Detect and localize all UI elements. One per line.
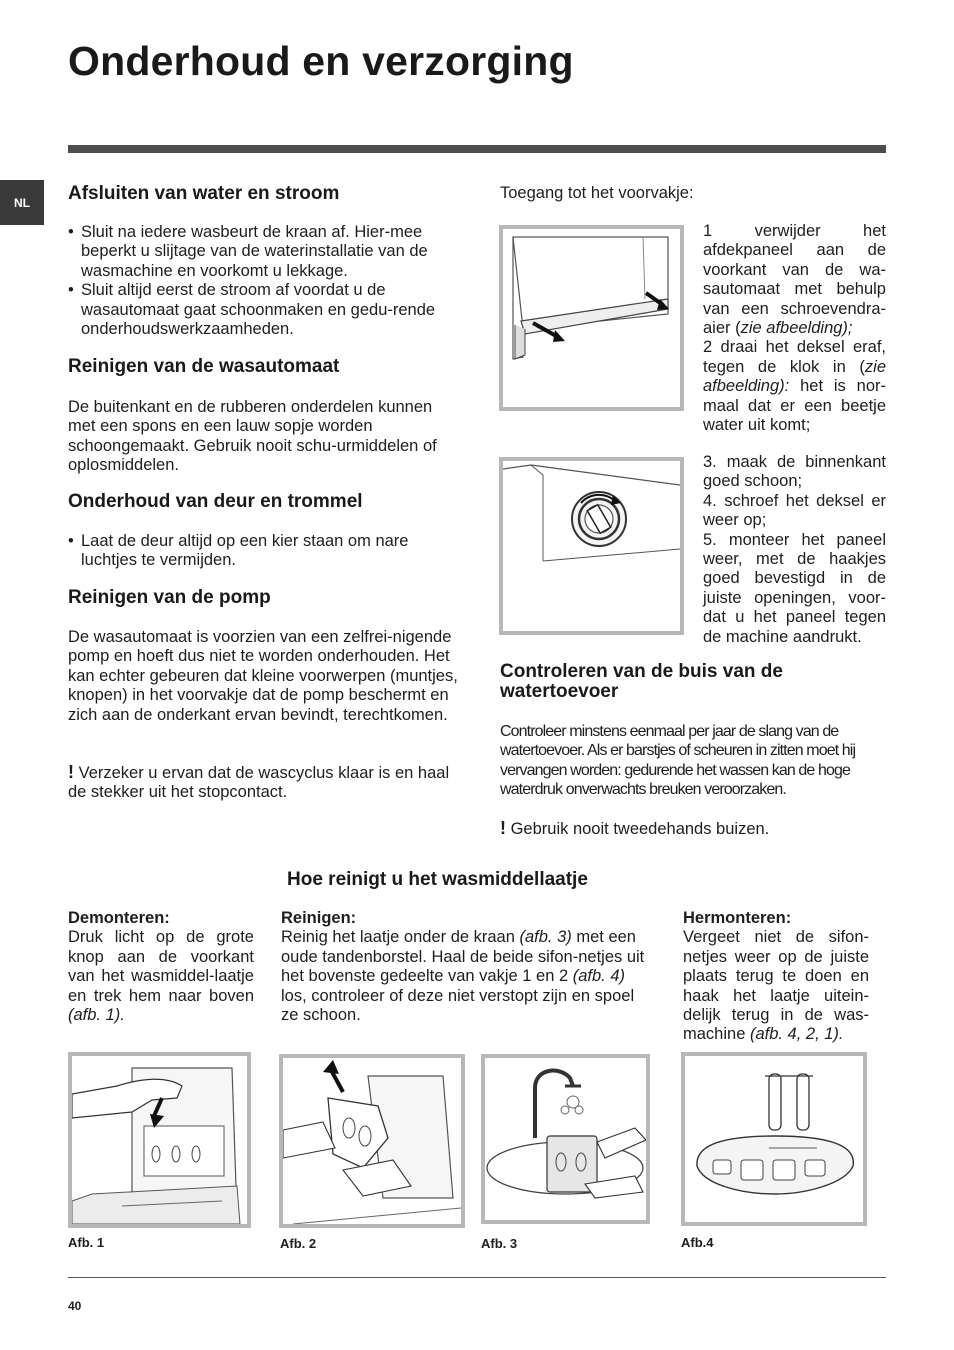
caption-afb-2: Afb. 2 xyxy=(280,1236,317,1251)
list-item: • Laat de deur altijd op een kier staan om nare luchtjes te vermijden. xyxy=(68,532,458,571)
step-1-ref: zie afbeelding); xyxy=(740,319,853,338)
warning-text: Gebruik nooit tweedehands buizen. xyxy=(510,820,770,838)
warning-mark: ! xyxy=(500,818,506,838)
dismantle-ref: (afb. 1). xyxy=(68,1006,125,1025)
drawer-lift-illustration xyxy=(283,1058,461,1224)
step-5-text: 5. monteer het paneel weer, met de haakjes goed bevestigd in de juiste openingen, voor-dat u het paneel tegen de machine aandrukt. xyxy=(703,530,886,646)
caption-afb-3: Afb. 3 xyxy=(481,1236,518,1251)
siphon-parts-illustration xyxy=(685,1056,863,1222)
hose-warning xyxy=(500,819,886,839)
list-item: • Sluit altijd eerst de stroom af voordat u de wasautomaat gaat schoonmaken en gedu-rende onderhoudswerkzaamheden. xyxy=(68,281,458,339)
heading-door-drum: Onderhoud van deur en trommel xyxy=(68,491,363,512)
column-dismantle xyxy=(68,909,254,1025)
page-title: Onderhoud en verzorging xyxy=(68,38,574,84)
access-steps-1-2 xyxy=(703,222,886,435)
warning-mark: ! xyxy=(68,762,74,782)
figure-afb-3 xyxy=(481,1054,650,1224)
access-intro: Toegang tot het voorvakje: xyxy=(500,184,694,202)
pump-text: De wasautomaat is voorzien van een zelfrei-nigende pomp en hoeft dus niet te worden onderhouden. Het kan echter gebeuren dat kleine voorwerpen (muntjes, knopen) in het voorvakje dat de pomp beschermt en zich aan de onderkant ervan bevindt, terechtkomen. xyxy=(68,628,458,724)
page-number: 40 xyxy=(68,1299,82,1313)
step-1-text: 1 verwijder het afdekpaneel aan de voorkant van de wa-sautomaat met behulp van een schroevendra-aier ( xyxy=(703,222,886,338)
column-reassemble xyxy=(683,909,869,1045)
heading-clean-machine: Reinigen van de wasautomaat xyxy=(68,356,340,377)
language-tab: NL xyxy=(0,180,44,225)
rinse-under-tap-illustration xyxy=(485,1058,646,1220)
step-2-end: het is nor-maal dat er een beetje water uit komt; xyxy=(703,377,886,435)
figure-afb-1 xyxy=(68,1052,251,1228)
figure-pump-cover xyxy=(499,457,684,635)
heading-pump: Reinigen van de pomp xyxy=(68,587,271,608)
clean-label: Reinigen: xyxy=(281,909,357,927)
heading-water-power: Afsluiten van water en stroom xyxy=(68,183,340,204)
dismantle-label: Demonteren: xyxy=(68,909,170,927)
clean-text: Reinig het laatje onder de kraan (afb. 3) met een oude tandenborstel. Haal de beide sifon-netjes uit het bovenste gedeelte van vakje 1 en 2 (afb. 4) los, controleer of deze niet verstopt zijn en spoel ze schoon. xyxy=(281,928,645,1025)
warning-text: Verzeker u ervan dat de wascyclus klaar is en haal de stekker uit het stopcontact. xyxy=(68,764,450,802)
door-drum-list xyxy=(68,532,458,571)
heading-drawer-cleaning: Hoe reinigt u het wasmiddellaatje xyxy=(287,869,588,890)
reassemble-text: Vergeet niet de sifon-netjes weer op de juiste plaats terug te doen en haak het laatje uitein-delijk terug in de was-machine (afb. 4, 2, 1). xyxy=(683,928,869,1044)
caption-afb-1: Afb. 1 xyxy=(68,1235,105,1250)
figure-afb-4 xyxy=(681,1052,867,1226)
figure-panel-removal xyxy=(499,225,684,411)
title-divider xyxy=(68,145,886,153)
water-power-list xyxy=(68,223,458,339)
caption-afb-4: Afb.4 xyxy=(681,1235,714,1250)
drawer-removal-illustration xyxy=(72,1056,247,1224)
step-2-text: 2 draai het deksel eraf, tegen de klok in ( xyxy=(703,338,886,376)
reassemble-label: Hermonteren: xyxy=(683,909,792,927)
reassemble-ref: (afb. 4, 2, 1). xyxy=(749,1025,844,1044)
hose-check-text: Controleer minstens eenmaal per jaar de slang van de watertoevoer. Als er barstjes of scheuren in zitten moet hij vervangen worden: gedurende het wassen kan de hoge waterdruk onverwachts breuken veroorzaken. xyxy=(500,723,856,799)
step-4-text: 4. schroef het deksel er weer op; xyxy=(703,491,886,530)
footer-divider xyxy=(68,1277,886,1278)
figure-afb-2 xyxy=(279,1054,465,1228)
list-item: • Sluit na iedere wasbeurt de kraan af. Hier-mee beperkt u slijtage van de waterinstallatie van de wasmachine en voorkomt u lekkage. xyxy=(68,223,458,281)
step-2-ref: zie afbeelding): xyxy=(703,357,886,396)
step-3-text: 3. maak de binnenkant goed schoon; xyxy=(703,453,886,491)
pump-warning xyxy=(68,763,458,803)
pump-cover-illustration xyxy=(503,461,680,631)
column-clean xyxy=(281,909,652,1025)
heading-hose-check: Controleren van de buis van de watertoevoer xyxy=(500,661,783,702)
panel-removal-illustration xyxy=(503,229,680,407)
clean-machine-text: De buitenkant en de rubberen onderdelen kunnen met een spons en een lauw sopje worden schoongemaakt. Gebruik nooit schu-urmiddelen of oplosmiddelen. xyxy=(68,398,437,475)
access-steps-3-5 xyxy=(703,453,886,647)
dismantle-text: Druk licht op de grote knop aan de voorkant van het wasmiddel-laatje en trek hem naar boven (afb. 1). xyxy=(68,928,254,1025)
